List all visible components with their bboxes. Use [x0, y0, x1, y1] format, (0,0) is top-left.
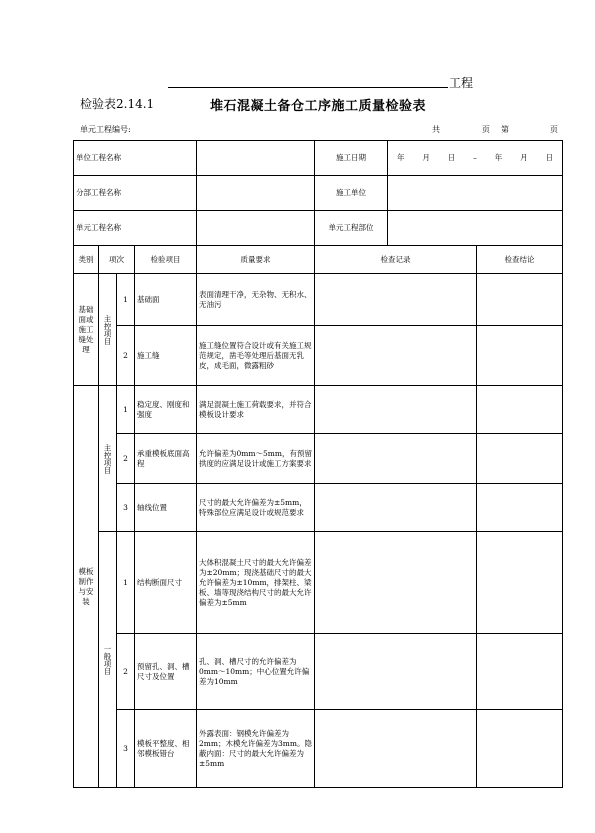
- date-month-2: 月: [520, 153, 528, 162]
- item-no: 1: [117, 386, 135, 434]
- col-quality-req: 质量要求: [197, 246, 315, 274]
- item-no: 3: [117, 484, 135, 532]
- page-no-label: 第: [501, 125, 509, 134]
- check-record-cell[interactable]: [315, 434, 477, 484]
- subgroup-main-2: 主控项目: [99, 386, 117, 532]
- date-month-1: 月: [422, 153, 430, 162]
- construction-unit-row: [315, 176, 563, 211]
- date-year-1: 年: [396, 153, 405, 162]
- col-check-record: 检查记录: [315, 246, 477, 274]
- check-item-name: 承重模板底面高程: [135, 434, 197, 484]
- quality-requirement: 大体积混凝土尺寸的最大允许偏差为±20mm；现浇基础尺寸的最大允许偏差为±10mm，排架柱、梁板、墙等现浇结构尺寸的最大允许偏差为±5mm: [197, 532, 315, 634]
- check-item-name: 轴线位置: [135, 484, 197, 532]
- page-total-label: 共: [432, 125, 440, 134]
- check-record-cell[interactable]: [315, 634, 477, 710]
- category-foundation: 基础面或施工缝处理: [74, 274, 99, 386]
- item-no: 1: [117, 274, 135, 326]
- item-no: 2: [117, 326, 135, 386]
- unit-project-label: 单位工程名称: [74, 141, 197, 176]
- check-record-cell[interactable]: [315, 274, 477, 326]
- check-conclusion-cell[interactable]: [477, 274, 563, 326]
- inspection-table: [73, 140, 563, 788]
- item-no: 2: [117, 434, 135, 484]
- unit-project-name-label: 单元工程名称: [74, 211, 197, 246]
- sub-project-value[interactable]: [197, 176, 315, 211]
- construction-date-label: 施工日期: [315, 141, 388, 175]
- unit-project-name-value[interactable]: [197, 211, 315, 246]
- page-title: 堆石混凝土备仓工序施工质量检验表: [210, 99, 427, 114]
- subgroup-main-1: 主控项目: [99, 274, 117, 386]
- date-day-2: 日: [545, 153, 554, 162]
- construction-unit-label: 施工单位: [315, 176, 388, 210]
- construction-unit-value[interactable]: [388, 176, 562, 210]
- check-record-cell[interactable]: [315, 386, 477, 434]
- check-item-name: 模板平整度、相邻模板错台: [135, 710, 197, 788]
- check-item-name: 预留孔、洞、槽尺寸及位置: [135, 634, 197, 710]
- check-record-cell[interactable]: [315, 710, 477, 788]
- check-conclusion-cell[interactable]: [477, 634, 563, 710]
- check-item-name: 施工缝: [135, 326, 197, 386]
- col-category: 类别: [74, 246, 99, 274]
- check-item-name: 结构断面尺寸: [135, 532, 197, 634]
- unit-part-row: [315, 211, 563, 246]
- quality-requirement: 表面清理干净，无杂物、无积水、无油污: [197, 274, 315, 326]
- check-item-name: 稳定度、刚度和强度: [135, 386, 197, 434]
- unit-project-part-label: 单元工程部位: [315, 211, 388, 245]
- check-conclusion-cell[interactable]: [477, 532, 563, 634]
- check-conclusion-cell[interactable]: [477, 434, 563, 484]
- unit-code-label: 单元工程编号:: [80, 125, 131, 134]
- sub-project-label: 分部工程名称: [74, 176, 197, 211]
- check-record-cell[interactable]: [315, 484, 477, 532]
- date-day-1: 日: [447, 153, 456, 162]
- quality-requirement: 施工缝位置符合设计或有关施工规范规定，凿毛等处理后基面无乳皮，成毛面，微露粗砂: [197, 326, 315, 386]
- quality-requirement: 允许偏差为0mm～5mm，有预留拱度的应满足设计或施工方案要求: [197, 434, 315, 484]
- subgroup-general: 一般项目: [99, 532, 117, 788]
- page-unit-2: 页: [550, 125, 558, 134]
- col-check-item: 检验项目: [135, 246, 197, 274]
- check-record-cell[interactable]: [315, 326, 477, 386]
- item-no: 3: [117, 710, 135, 788]
- page-unit-1: 页: [482, 125, 490, 134]
- quality-requirement: 尺寸的最大允许偏差为±5mm，特殊部位应满足设计或规范要求: [197, 484, 315, 532]
- check-conclusion-cell[interactable]: [477, 484, 563, 532]
- item-no: 2: [117, 634, 135, 710]
- unit-project-value[interactable]: [197, 141, 315, 176]
- check-conclusion-cell[interactable]: [477, 386, 563, 434]
- item-no: 1: [117, 532, 135, 634]
- check-record-cell[interactable]: [315, 532, 477, 634]
- col-check-conclusion: 检查结论: [477, 246, 563, 274]
- project-suffix: 工程: [449, 76, 474, 90]
- quality-requirement: 外露表面：钢模允许偏差为2mm；木模允许偏差为3mm。隐蔽内面：尺寸的最大允许偏差为±5mm: [197, 710, 315, 788]
- date-row: [315, 141, 563, 176]
- form-number: 检验表2.14.1: [80, 97, 155, 111]
- date-year-2: 年: [494, 153, 503, 162]
- check-item-name: 基础面: [135, 274, 197, 326]
- construction-date-value[interactable]: [388, 141, 562, 175]
- col-item-no: 项次: [99, 246, 135, 274]
- check-conclusion-cell[interactable]: [477, 710, 563, 788]
- quality-requirement: 满足混凝土施工荷载要求，并符合模板设计要求: [197, 386, 315, 434]
- quality-requirement: 孔、洞、槽尺寸的允许偏差为0mm～10mm；中心位置允许偏差为10mm: [197, 634, 315, 710]
- project-name-line: [168, 87, 448, 88]
- date-dash: –: [473, 153, 477, 162]
- check-conclusion-cell[interactable]: [477, 326, 563, 386]
- unit-project-part-value[interactable]: [388, 211, 562, 245]
- category-formwork: 模板制作与安装: [74, 386, 99, 788]
